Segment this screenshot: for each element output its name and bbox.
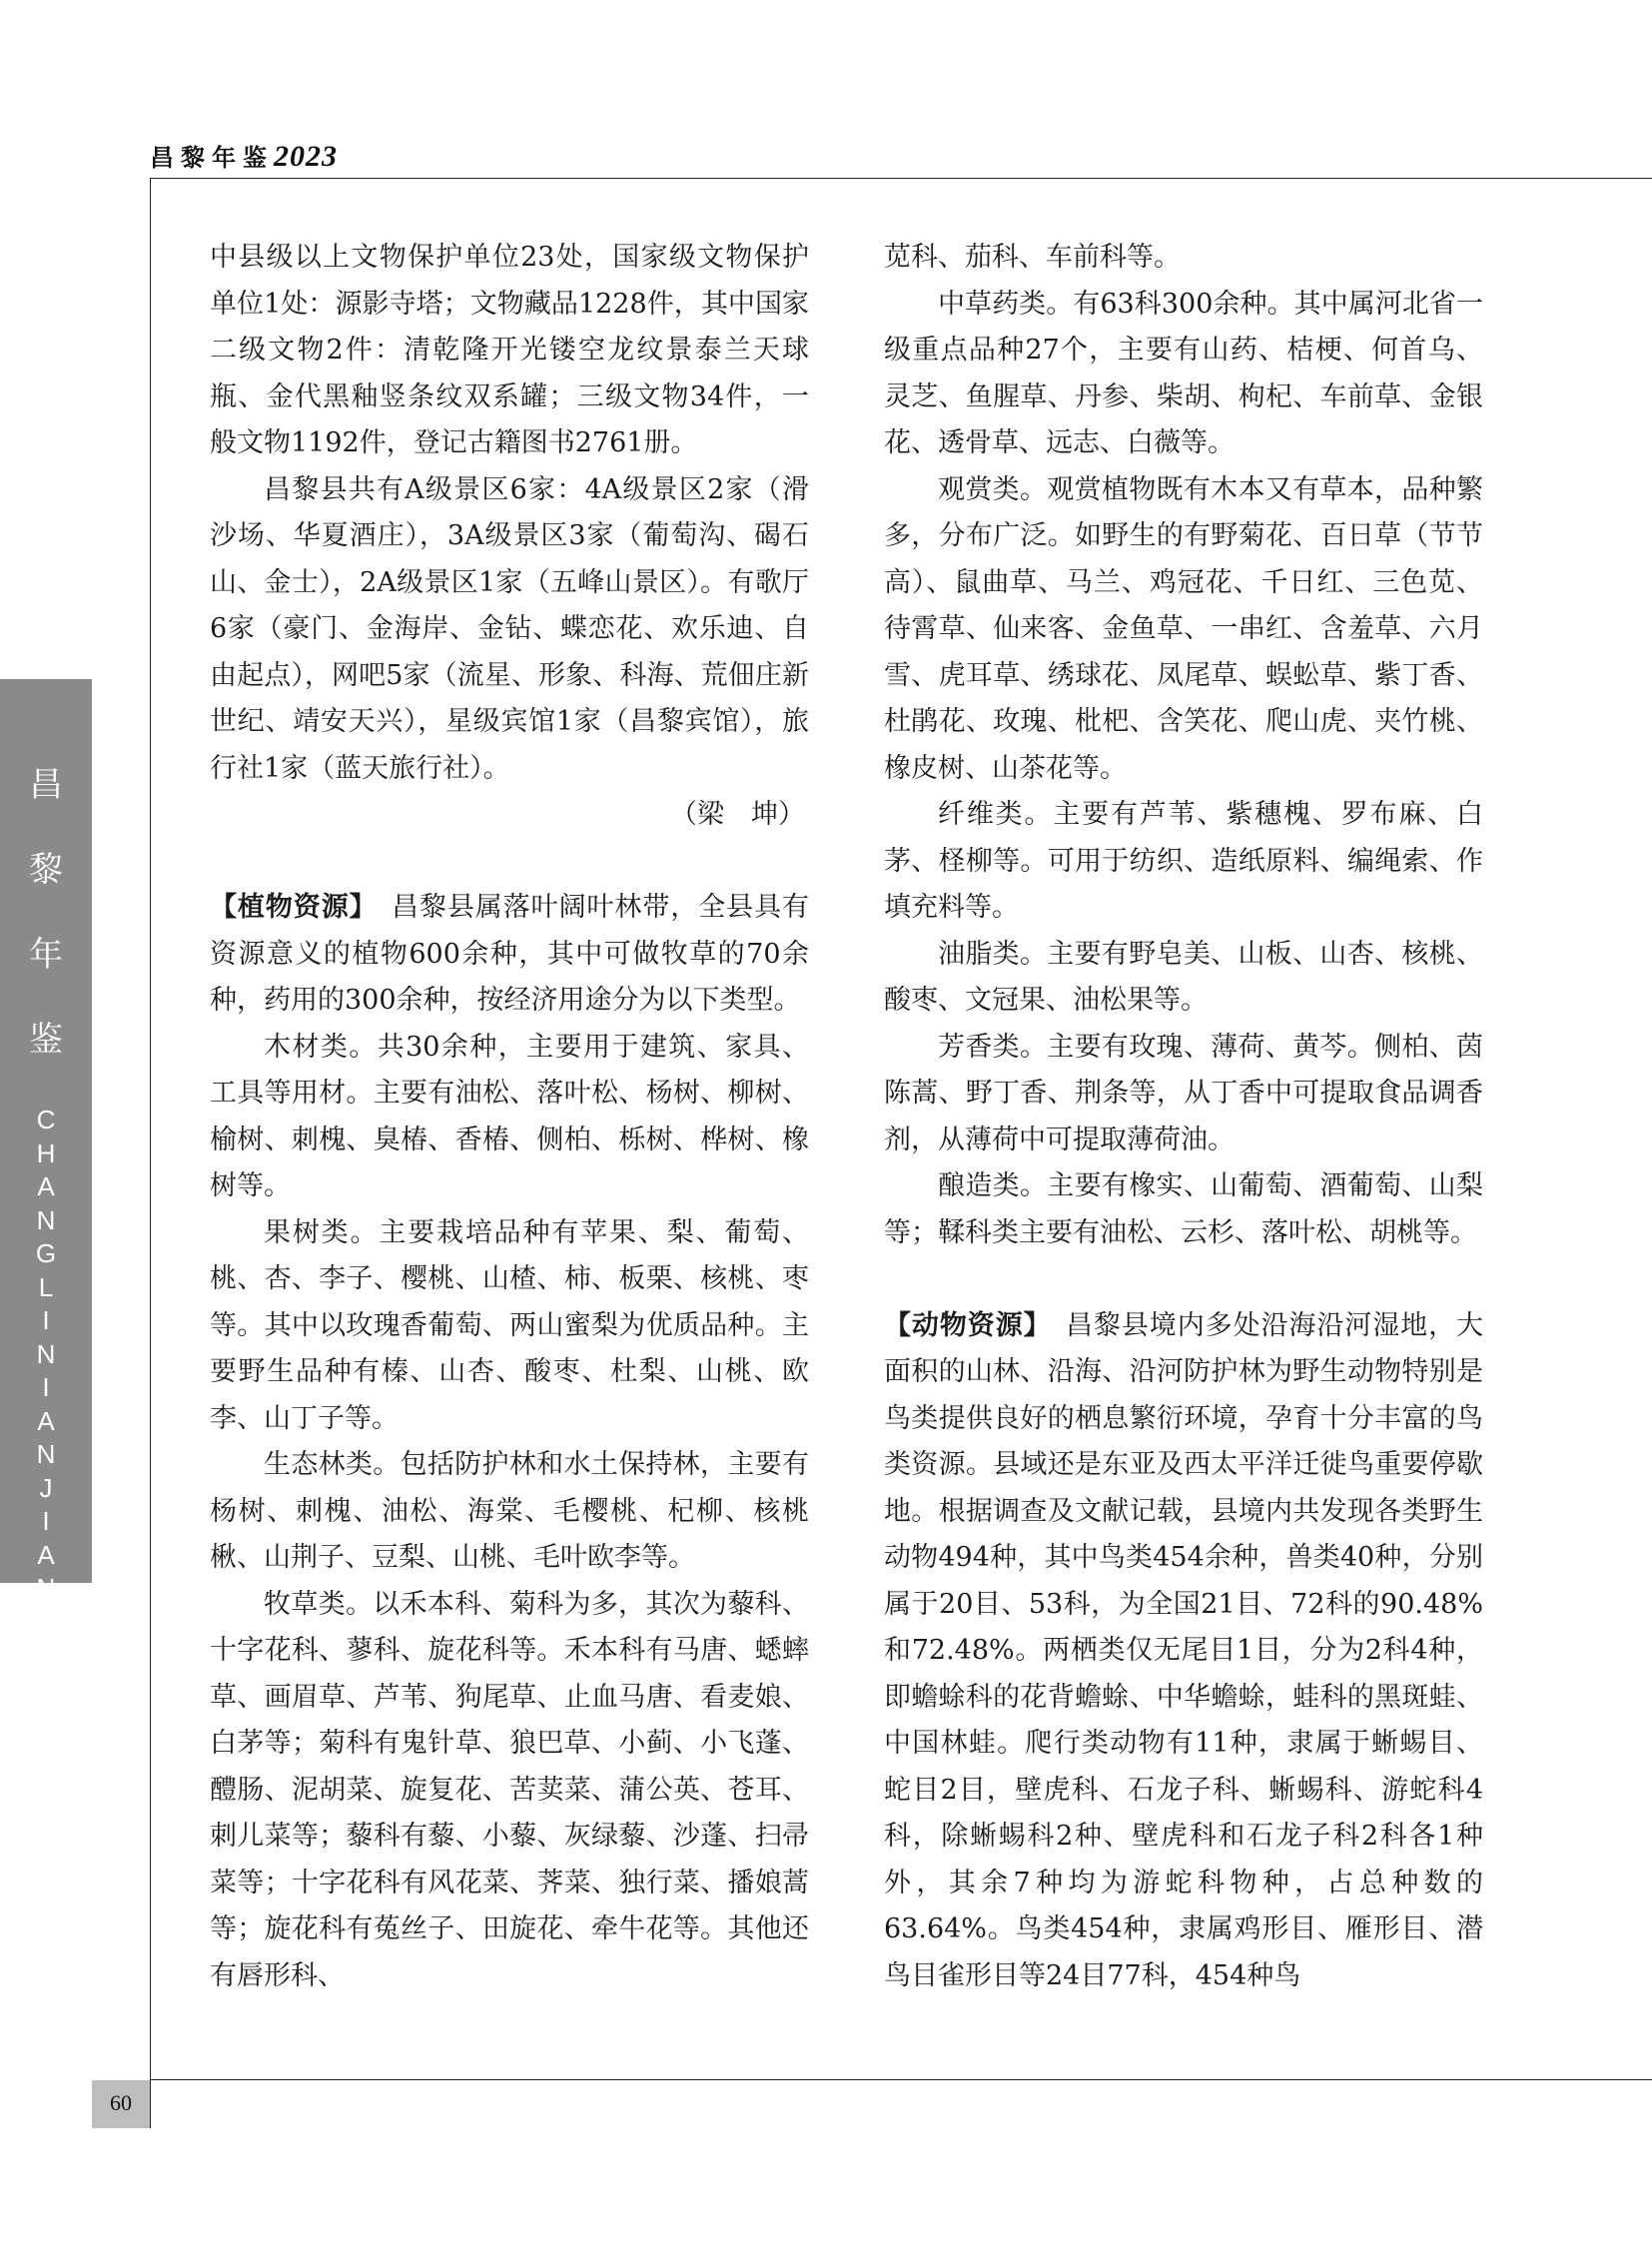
paragraph: 牧草类。以禾本科、菊科为多，其次为藜科、十字花科、蓼科、旋花科等。禾本科有马唐、蟋蟀草、画眉草、芦苇、狗尾草、止血马唐、看麦娘、白茅等；菊科有鬼针草、狼巴草、小蓟、小飞蓬、醴肠、泥胡菜、旋复花、苦荬菜、蒲公英、苍耳、刺儿菜等；藜科有藜、小藜、灰绿藜、沙蓬、扫帚菜等；十字花科有风花菜、荠菜、独行菜、播娘蒿等；旋花科有菟丝子、田旋花、牵牛花等。其他还有唇形科、 (210, 1588, 809, 1991)
paragraph: 昌黎县共有A级景区6家：4A级景区2家（滑沙场、华夏酒庄），3A级景区3家（葡萄沟、碣石山、金士），2A级景区1家（五峰山景区）。有歌厅6家（豪门、金海岸、金钻、蝶恋花、欢乐迪、自由起点），网吧5家（流星、形象、科海、荒佃庄新世纪、靖安天兴），星级宾馆1家（昌黎宾馆），旅行社1家（蓝天旅行社）。 (210, 473, 809, 784)
paragraph: 生态林类。包括防护林和水土保持林，主要有杨树、刺槐、油松、海棠、毛樱桃、杞柳、核桃楸、山荆子、豆梨、山桃、毛叶欧李等。 (210, 1449, 809, 1573)
pinyin-char: N (36, 1439, 56, 1469)
pinyin-char: A (37, 1539, 55, 1570)
pinyin-char: A (37, 1171, 55, 1201)
side-title-char: 昌 (29, 765, 63, 805)
side-pinyin (0, 1104, 92, 1606)
paragraph: 纤维类。主要有芦苇、紫穗槐、罗布麻、白茅、柽柳等。可用于纺织、造纸原料、编绳索、作填充料等。 (884, 799, 1483, 923)
header-title: 昌黎年鉴 (150, 143, 274, 172)
pinyin-char: J (39, 1472, 53, 1503)
left-column (210, 235, 809, 1999)
pinyin-char: L (38, 1271, 54, 1302)
paragraph: 苋科、茄科、车前科等。 (884, 242, 1181, 273)
pinyin-char: G (35, 1238, 57, 1268)
side-title-char: 年 (29, 935, 63, 975)
header-rule (150, 178, 1652, 179)
pinyin-char: N (36, 1204, 56, 1235)
page-number: 60 (110, 2090, 132, 2115)
running-header (150, 138, 338, 174)
author-credit: （梁 坤） (670, 799, 805, 830)
right-column (884, 235, 1483, 1999)
paragraph: 芳香类。主要有玫瑰、薄荷、黄芩。侧柏、茵陈蒿、野丁香、荆条等，从丁香中可提取食品调香剂，从薄荷中可提取薄荷油。 (884, 1031, 1483, 1155)
section-gap (884, 1256, 1483, 1303)
section-gap (210, 839, 809, 886)
paragraph: 木材类。共30余种，主要用于建筑、家具、工具等用材。主要有油松、落叶松、杨树、柳树、榆树、刺槐、臭椿、香椿、侧柏、栎树、桦树、橡树等。 (210, 1031, 809, 1201)
paragraph: 酿造类。主要有橡实、山葡萄、酒葡萄、山梨等；鞣科类主要有油松、云杉、落叶松、胡桃等。 (884, 1170, 1483, 1248)
pinyin-char: I (42, 1506, 50, 1536)
paragraph: 油脂类。主要有野皂美、山板、山杏、核桃、酸枣、文冠果、油松果等。 (884, 938, 1483, 1016)
header-year: 2023 (274, 140, 338, 173)
section-heading: 【动物资源】 (884, 1309, 1039, 1341)
frame-left-rule (150, 178, 151, 2080)
paragraph: 中草药类。有63科300余种。其中属河北省一级重点品种27个，主要有山药、桔梗、何首乌、灵芝、鱼腥草、丹参、柴胡、枸杞、车前草、金银花、透骨草、远志、白薇等。 (884, 288, 1483, 458)
pinyin-char: I (42, 1372, 50, 1402)
footer-rule (150, 2079, 1652, 2080)
section-animal-resources (884, 1303, 1483, 2000)
pinyin-char: H (36, 1137, 56, 1168)
pinyin-char: A (37, 1405, 55, 1436)
paragraph: 果树类。主要栽培品种有苹果、梨、葡萄、桃、杏、李子、樱桃、山楂、柿、板栗、核桃、枣等。其中以玫瑰香葡萄、两山蜜梨为优质品种。主要野生品种有榛、山杏、酸枣、杜梨、山桃、欧李、山丁子等。 (210, 1216, 809, 1434)
pinyin-char: N (36, 1573, 56, 1603)
pinyin-char: C (36, 1105, 56, 1134)
paragraph: 观赏类。观赏植物既有木本又有草本，品种繁多，分布广泛。如野生的有野菊花、百日草（节节高）、鼠曲草、马兰、鸡冠花、千日红、三色苋、待霄草、仙来客、金鱼草、一串红、含羞草、六月雪、虎耳草、绣球花、凤尾草、蜈蚣草、紫丁香、杜鹃花、玫瑰、枇杷、含笑花、爬山虎、夹竹桃、橡皮树、山茶花等。 (884, 473, 1483, 784)
side-title-char: 鉴 (29, 1020, 63, 1060)
pinyin-char: I (42, 1305, 50, 1335)
section-heading: 【植物资源】 (210, 892, 365, 923)
side-tab (0, 679, 92, 1603)
paragraph: 中县级以上文物保护单位23处，国家级文物保护单位1处：源影寺塔；文物藏品1228件，其中国家二级文物2件：清乾隆开光镂空龙纹景泰兰天球瓶、金代黑釉竖条纹双系罐；三级文物34件，一般文物1192件，登记古籍图书2761册。 (210, 242, 809, 458)
section-plant-resources (210, 885, 809, 1025)
pinyin-char: N (36, 1338, 56, 1369)
side-title-char: 黎 (29, 850, 63, 890)
section-text: 昌黎县境内多处沿海沿河湿地，大面积的山林、沿海、沿河防护林为野生动物特别是鸟类提供良好的栖息繁衍环境，孕育十分丰富的鸟类资源。县域还是东亚及西太平洋迁徙鸟重要停歇地。根据调查及文献记载，县境内共发现各类野生动物494种，其中鸟类454余种，兽类40种，分别属于20目、53科，为全国21目、72科的90.48%和72.48%。两栖类仅无尾目1目，分为2科4种，即蟾蜍科的花背蟾蜍、中华蟾蜍，蛙科的黑斑蛙、中国林蛙。爬行类动物有11种，隶属于蜥蜴目、蛇目2目，壁虎科、石龙子科、蜥蜴科、游蛇科4科，除蜥蜴科2种、壁虎科和石龙子科2科各1种外，其余7种均为游蛇科物种，占总种数的63.64%。鸟类454种，隶属鸡形目、雁形目、潜鸟目雀形目等24目77科，454种鸟 (884, 1309, 1484, 1991)
section-intro: 昌黎县属落叶阔叶林带，全县具有资源意义的植物600余种，其中可做牧草的70余种，药用的300余种，按经济用途分为以下类型。 (210, 892, 810, 1016)
